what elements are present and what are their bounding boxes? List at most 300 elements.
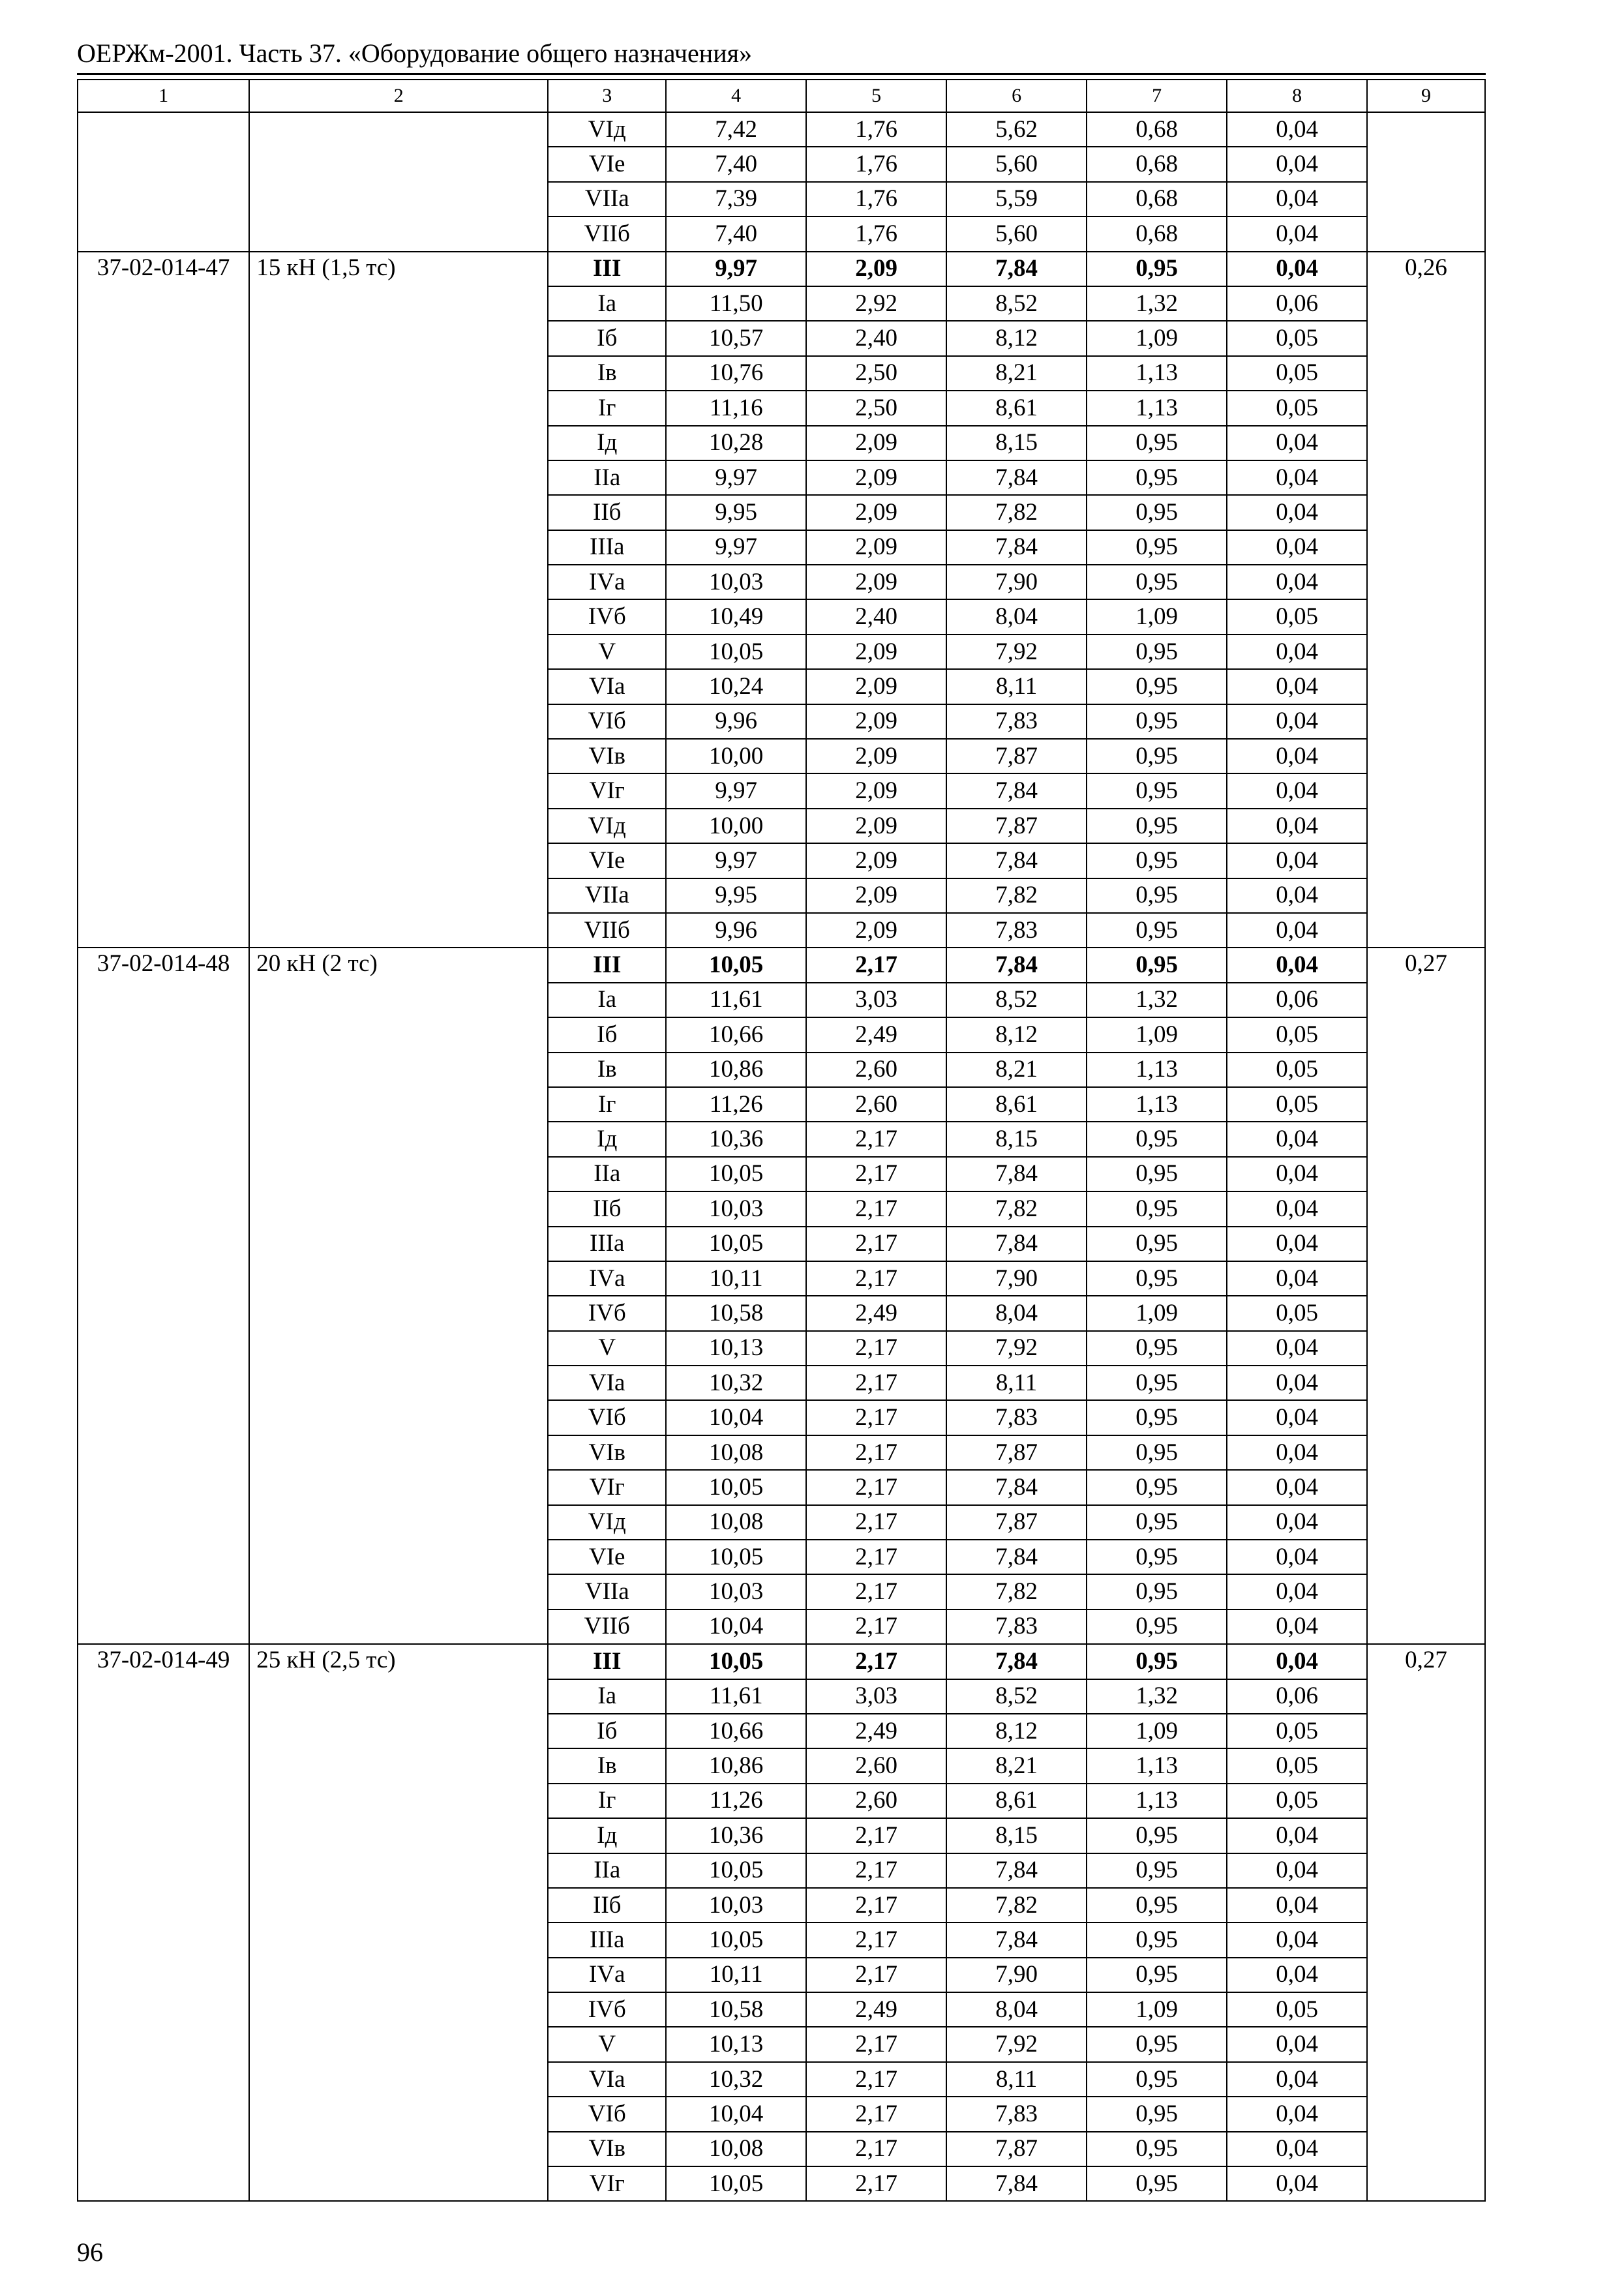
value-cell: 0,95	[1087, 878, 1227, 913]
value-cell: 10,00	[666, 809, 806, 843]
value-cell: 0,95	[1087, 1922, 1227, 1957]
value-cell: 5,62	[946, 112, 1087, 147]
value-cell: 11,26	[666, 1087, 806, 1122]
zone-cell: Iб	[548, 321, 666, 355]
value-cell: 0,05	[1227, 1748, 1367, 1783]
value-cell: 2,17	[806, 2097, 946, 2131]
value-cell: 7,82	[946, 495, 1087, 530]
value-cell: 7,83	[946, 2097, 1087, 2131]
value-cell: 0,04	[1227, 878, 1367, 913]
value-cell: 2,60	[806, 1053, 946, 1087]
value-cell: 0,95	[1087, 809, 1227, 843]
value-cell: 0,04	[1227, 217, 1367, 251]
value-cell: 7,87	[946, 2132, 1087, 2166]
value-cell: 11,50	[666, 286, 806, 321]
value-cell: 0,95	[1087, 1470, 1227, 1504]
zone-cell: VIIб	[548, 913, 666, 948]
zone-cell: VIа	[548, 2062, 666, 2097]
zone-cell: Iд	[548, 1818, 666, 1853]
zone-cell: IIIа	[548, 1227, 666, 1261]
value-cell: 0,04	[1227, 669, 1367, 704]
zone-cell: IIб	[548, 1888, 666, 1922]
value-cell: 0,04	[1227, 1574, 1367, 1609]
header-rule	[77, 73, 1486, 75]
zone-cell: VIб	[548, 704, 666, 739]
value-cell: 7,84	[946, 530, 1087, 565]
value-cell: 0,04	[1227, 948, 1367, 982]
value-cell: 0,95	[1087, 1366, 1227, 1400]
value-cell: 1,76	[806, 147, 946, 181]
value-cell: 0,04	[1227, 1922, 1367, 1957]
column-header: 9	[1367, 80, 1485, 112]
value-cell: 2,09	[806, 809, 946, 843]
value-cell: 0,04	[1227, 1958, 1367, 1992]
value-cell: 2,40	[806, 321, 946, 355]
table-row	[78, 112, 1485, 147]
rate-name-cell: 20 кН (2 тс)	[249, 948, 548, 1644]
value-cell: 7,84	[946, 1540, 1087, 1574]
value-cell: 0,04	[1227, 460, 1367, 495]
value-cell: 10,05	[666, 1644, 806, 1679]
value-cell: 1,76	[806, 217, 946, 251]
value-cell: 0,04	[1227, 913, 1367, 948]
value-cell: 2,09	[806, 495, 946, 530]
value-cell: 0,95	[1087, 2062, 1227, 2097]
value-cell: 8,52	[946, 286, 1087, 321]
column-header: 4	[666, 80, 806, 112]
value-cell: 0,04	[1227, 2062, 1367, 2097]
value-cell: 10,08	[666, 1505, 806, 1540]
value-cell: 0,95	[1087, 1191, 1227, 1226]
zone-cell: VIг	[548, 773, 666, 808]
value-cell: 0,05	[1227, 1087, 1367, 1122]
value-cell: 2,17	[806, 1644, 946, 1679]
value-cell: 7,40	[666, 217, 806, 251]
value-cell: 2,17	[806, 1261, 946, 1296]
value-cell: 2,17	[806, 1818, 946, 1853]
value-cell: 2,17	[806, 2132, 946, 2166]
value-cell: 2,17	[806, 1922, 946, 1957]
zone-cell: Iг	[548, 1087, 666, 1122]
value-cell: 7,83	[946, 704, 1087, 739]
value-cell: 0,95	[1087, 1157, 1227, 1191]
value-cell: 0,04	[1227, 1191, 1367, 1226]
value-cell: 2,49	[806, 1714, 946, 1748]
value-cell: 2,17	[806, 1958, 946, 1992]
zone-cell: VIв	[548, 739, 666, 773]
value-cell: 2,17	[806, 2166, 946, 2201]
value-cell: 8,21	[946, 1053, 1087, 1087]
value-cell: 7,84	[946, 252, 1087, 286]
value-cell: 7,87	[946, 809, 1087, 843]
value-cell: 11,16	[666, 391, 806, 425]
value-cell: 9,97	[666, 252, 806, 286]
value-cell: 0,04	[1227, 1366, 1367, 1400]
value-cell: 2,17	[806, 1366, 946, 1400]
table-row	[78, 1644, 1485, 1679]
value-cell: 10,11	[666, 1958, 806, 1992]
value-cell: 0,04	[1227, 1853, 1367, 1888]
value-cell: 7,82	[946, 878, 1087, 913]
value-cell: 0,95	[1087, 1435, 1227, 1470]
value-cell: 10,49	[666, 599, 806, 634]
value-cell: 10,86	[666, 1053, 806, 1087]
zone-cell: Iг	[548, 391, 666, 425]
value-cell: 0,06	[1227, 983, 1367, 1017]
value-cell: 11,61	[666, 1679, 806, 1714]
table-row	[78, 948, 1485, 982]
value-cell: 0,95	[1087, 948, 1227, 982]
value-cell: 7,84	[946, 773, 1087, 808]
value-cell: 2,17	[806, 1122, 946, 1156]
value-cell: 0,95	[1087, 2132, 1227, 2166]
value-cell: 10,05	[666, 1540, 806, 1574]
value-cell: 0,05	[1227, 1714, 1367, 1748]
zone-cell: Iа	[548, 983, 666, 1017]
value-cell: 0,95	[1087, 1122, 1227, 1156]
value-cell: 8,11	[946, 2062, 1087, 2097]
value-cell: 2,17	[806, 1574, 946, 1609]
value-cell: 1,13	[1087, 1087, 1227, 1122]
value-cell: 10,04	[666, 1400, 806, 1435]
rate-name-cell: 25 кН (2,5 тс)	[249, 1644, 548, 2201]
value-cell: 2,49	[806, 1017, 946, 1052]
value-cell: 3,03	[806, 983, 946, 1017]
column-header: 5	[806, 80, 946, 112]
value-cell: 10,11	[666, 1261, 806, 1296]
value-cell: 8,04	[946, 599, 1087, 634]
value-cell: 0,95	[1087, 460, 1227, 495]
value-cell: 2,17	[806, 2027, 946, 2061]
value-cell: 5,60	[946, 217, 1087, 251]
zone-cell: IIб	[548, 495, 666, 530]
value-cell: 9,97	[666, 460, 806, 495]
value-cell: 7,83	[946, 913, 1087, 948]
zone-cell: Iа	[548, 1679, 666, 1714]
column-number-row	[78, 80, 1485, 112]
value-cell: 0,04	[1227, 1888, 1367, 1922]
column-header: 7	[1087, 80, 1227, 112]
value-cell: 2,09	[806, 530, 946, 565]
value-cell: 0,95	[1087, 565, 1227, 599]
value-cell: 2,17	[806, 1227, 946, 1261]
value-cell: 0,04	[1227, 182, 1367, 217]
value-cell: 0,95	[1087, 1505, 1227, 1540]
value-cell: 0,04	[1227, 147, 1367, 181]
column-header: 8	[1227, 80, 1367, 112]
value-cell: 0,95	[1087, 252, 1227, 286]
zone-cell: III	[548, 252, 666, 286]
value-cell: 0,04	[1227, 2027, 1367, 2061]
value-cell: 7,84	[946, 1853, 1087, 1888]
zone-cell: III	[548, 1644, 666, 1679]
zone-cell: Iв	[548, 1748, 666, 1783]
value-cell: 2,09	[806, 739, 946, 773]
rate-code-cell: 37-02-014-49	[78, 1644, 249, 2201]
value-cell: 7,82	[946, 1191, 1087, 1226]
value-cell: 0,06	[1227, 286, 1367, 321]
value-cell: 8,15	[946, 1122, 1087, 1156]
value-cell: 2,17	[806, 1157, 946, 1191]
value-cell: 1,13	[1087, 1748, 1227, 1783]
value-cell: 10,57	[666, 321, 806, 355]
zone-cell: IIа	[548, 1853, 666, 1888]
zone-cell: V	[548, 635, 666, 669]
value-cell: 2,49	[806, 1992, 946, 2027]
zone-cell: IIа	[548, 1157, 666, 1191]
zone-cell: VIб	[548, 1400, 666, 1435]
value-cell: 2,09	[806, 669, 946, 704]
value-cell: 0,05	[1227, 1992, 1367, 2027]
value-cell: 0,04	[1227, 2166, 1367, 2201]
value-cell: 0,04	[1227, 809, 1367, 843]
value-cell: 11,26	[666, 1784, 806, 1818]
value-cell: 2,50	[806, 391, 946, 425]
zone-cell: V	[548, 1331, 666, 1366]
value-cell: 0,05	[1227, 599, 1367, 634]
page-number: 96	[77, 2237, 103, 2267]
value-cell: 0,04	[1227, 1400, 1367, 1435]
value-cell: 0,95	[1087, 1574, 1227, 1609]
value-cell: 0,95	[1087, 1331, 1227, 1366]
value-cell: 8,52	[946, 983, 1087, 1017]
value-cell: 0,04	[1227, 1540, 1367, 1574]
value-cell: 0,04	[1227, 2132, 1367, 2166]
value-cell: 1,76	[806, 182, 946, 217]
value-cell: 7,84	[946, 1157, 1087, 1191]
value-cell: 0,95	[1087, 495, 1227, 530]
zone-cell: VIа	[548, 1366, 666, 1400]
zone-cell: VIд	[548, 809, 666, 843]
value-cell: 10,36	[666, 1122, 806, 1156]
value-cell: 0,04	[1227, 1227, 1367, 1261]
value-cell: 8,21	[946, 356, 1087, 391]
value-cell: 0,95	[1087, 843, 1227, 878]
rates-table	[77, 79, 1486, 2202]
value-cell: 1,76	[806, 112, 946, 147]
value-cell: 1,09	[1087, 1017, 1227, 1052]
zone-cell: VIг	[548, 1470, 666, 1504]
value-cell: 1,32	[1087, 983, 1227, 1017]
value-cell: 8,52	[946, 1679, 1087, 1714]
col9-cell: 0,27	[1367, 948, 1485, 1644]
zone-cell: IVа	[548, 1958, 666, 1992]
value-cell: 0,95	[1087, 2027, 1227, 2061]
value-cell: 10,24	[666, 669, 806, 704]
value-cell: 10,05	[666, 1853, 806, 1888]
value-cell: 0,04	[1227, 739, 1367, 773]
value-cell: 0,95	[1087, 1958, 1227, 1992]
zone-cell: Iв	[548, 1053, 666, 1087]
value-cell: 7,84	[946, 1644, 1087, 1679]
value-cell: 0,04	[1227, 1122, 1367, 1156]
value-cell: 0,06	[1227, 1679, 1367, 1714]
value-cell: 0,04	[1227, 1331, 1367, 1366]
zone-cell: VIа	[548, 669, 666, 704]
value-cell: 2,60	[806, 1784, 946, 1818]
value-cell: 0,04	[1227, 495, 1367, 530]
value-cell: 7,87	[946, 1435, 1087, 1470]
value-cell: 7,84	[946, 1227, 1087, 1261]
zone-cell: IVб	[548, 1992, 666, 2027]
value-cell: 0,95	[1087, 1227, 1227, 1261]
value-cell: 0,95	[1087, 773, 1227, 808]
value-cell: 5,60	[946, 147, 1087, 181]
value-cell: 10,04	[666, 1609, 806, 1644]
zone-cell: VIд	[548, 112, 666, 147]
zone-cell: VIе	[548, 1540, 666, 1574]
value-cell: 7,84	[946, 2166, 1087, 2201]
value-cell: 10,03	[666, 1888, 806, 1922]
value-cell: 10,04	[666, 2097, 806, 2131]
zone-cell: Iд	[548, 426, 666, 460]
value-cell: 11,61	[666, 983, 806, 1017]
value-cell: 9,97	[666, 530, 806, 565]
value-cell: 2,17	[806, 1609, 946, 1644]
value-cell: 2,09	[806, 565, 946, 599]
value-cell: 0,05	[1227, 1017, 1367, 1052]
value-cell: 2,09	[806, 426, 946, 460]
value-cell: 0,04	[1227, 530, 1367, 565]
value-cell: 2,17	[806, 1470, 946, 1504]
zone-cell: VIб	[548, 2097, 666, 2131]
value-cell: 7,82	[946, 1574, 1087, 1609]
value-cell: 0,95	[1087, 669, 1227, 704]
value-cell: 7,92	[946, 1331, 1087, 1366]
value-cell: 0,05	[1227, 321, 1367, 355]
zone-cell: IVа	[548, 565, 666, 599]
value-cell: 2,17	[806, 2062, 946, 2097]
value-cell: 0,04	[1227, 426, 1367, 460]
value-cell: 0,04	[1227, 773, 1367, 808]
col9-cell: 0,26	[1367, 252, 1485, 948]
value-cell: 7,90	[946, 565, 1087, 599]
rate-code-cell: 37-02-014-48	[78, 948, 249, 1644]
value-cell: 10,28	[666, 426, 806, 460]
zone-cell: Iа	[548, 286, 666, 321]
value-cell: 7,84	[946, 1470, 1087, 1504]
value-cell: 10,05	[666, 948, 806, 982]
value-cell: 0,04	[1227, 1470, 1367, 1504]
zone-cell: Iб	[548, 1017, 666, 1052]
value-cell: 1,09	[1087, 1296, 1227, 1330]
value-cell: 1,32	[1087, 286, 1227, 321]
value-cell: 10,36	[666, 1818, 806, 1853]
zone-cell: VIIа	[548, 1574, 666, 1609]
value-cell: 7,84	[946, 460, 1087, 495]
value-cell: 10,03	[666, 1191, 806, 1226]
value-cell: 8,04	[946, 1296, 1087, 1330]
col9-cell: 0,27	[1367, 1644, 1485, 2201]
value-cell: 10,05	[666, 635, 806, 669]
value-cell: 10,86	[666, 1748, 806, 1783]
value-cell: 0,04	[1227, 252, 1367, 286]
value-cell: 0,68	[1087, 112, 1227, 147]
zone-cell: VIIа	[548, 182, 666, 217]
value-cell: 0,04	[1227, 1644, 1367, 1679]
value-cell: 10,76	[666, 356, 806, 391]
value-cell: 0,04	[1227, 1505, 1367, 1540]
value-cell: 8,11	[946, 669, 1087, 704]
zone-cell: IIб	[548, 1191, 666, 1226]
value-cell: 7,84	[946, 948, 1087, 982]
value-cell: 0,05	[1227, 1784, 1367, 1818]
value-cell: 7,40	[666, 147, 806, 181]
column-header: 3	[548, 80, 666, 112]
value-cell: 2,17	[806, 1435, 946, 1470]
value-cell: 0,95	[1087, 426, 1227, 460]
rate-code-cell	[78, 112, 249, 252]
value-cell: 2,49	[806, 1296, 946, 1330]
value-cell: 8,11	[946, 1366, 1087, 1400]
zone-cell: IVб	[548, 1296, 666, 1330]
value-cell: 10,32	[666, 1366, 806, 1400]
value-cell: 8,61	[946, 1087, 1087, 1122]
value-cell: 2,92	[806, 286, 946, 321]
value-cell: 10,03	[666, 565, 806, 599]
value-cell: 7,87	[946, 1505, 1087, 1540]
value-cell: 8,61	[946, 1784, 1087, 1818]
value-cell: 8,21	[946, 1748, 1087, 1783]
value-cell: 0,68	[1087, 217, 1227, 251]
value-cell: 0,95	[1087, 1261, 1227, 1296]
column-header: 1	[78, 80, 249, 112]
value-cell: 0,04	[1227, 843, 1367, 878]
value-cell: 7,92	[946, 635, 1087, 669]
value-cell: 5,59	[946, 182, 1087, 217]
value-cell: 0,95	[1087, 704, 1227, 739]
value-cell: 8,15	[946, 1818, 1087, 1853]
zone-cell: Iд	[548, 1122, 666, 1156]
value-cell: 0,95	[1087, 1644, 1227, 1679]
value-cell: 10,08	[666, 2132, 806, 2166]
zone-cell: Iг	[548, 1784, 666, 1818]
value-cell: 7,82	[946, 1888, 1087, 1922]
value-cell: 0,95	[1087, 2166, 1227, 2201]
value-cell: 7,84	[946, 1922, 1087, 1957]
value-cell: 2,17	[806, 1540, 946, 1574]
zone-cell: Iб	[548, 1714, 666, 1748]
value-cell: 1,09	[1087, 1992, 1227, 2027]
value-cell: 0,04	[1227, 635, 1367, 669]
value-cell: 10,13	[666, 1331, 806, 1366]
value-cell: 1,13	[1087, 1053, 1227, 1087]
value-cell: 0,95	[1087, 1609, 1227, 1644]
value-cell: 10,05	[666, 1157, 806, 1191]
table-body	[78, 112, 1485, 2201]
value-cell: 2,09	[806, 252, 946, 286]
zone-cell: IIIа	[548, 1922, 666, 1957]
zone-cell: Iв	[548, 356, 666, 391]
value-cell: 9,97	[666, 773, 806, 808]
column-header: 6	[946, 80, 1087, 112]
zone-cell: IVб	[548, 599, 666, 634]
value-cell: 8,61	[946, 391, 1087, 425]
value-cell: 10,05	[666, 1922, 806, 1957]
value-cell: 1,13	[1087, 356, 1227, 391]
zone-cell: VIе	[548, 843, 666, 878]
value-cell: 1,09	[1087, 1714, 1227, 1748]
value-cell: 1,13	[1087, 391, 1227, 425]
value-cell: 0,04	[1227, 112, 1367, 147]
value-cell: 0,04	[1227, 704, 1367, 739]
value-cell: 10,66	[666, 1714, 806, 1748]
value-cell: 2,17	[806, 1191, 946, 1226]
zone-cell: VIд	[548, 1505, 666, 1540]
value-cell: 0,04	[1227, 1157, 1367, 1191]
value-cell: 0,95	[1087, 2097, 1227, 2131]
value-cell: 2,40	[806, 599, 946, 634]
